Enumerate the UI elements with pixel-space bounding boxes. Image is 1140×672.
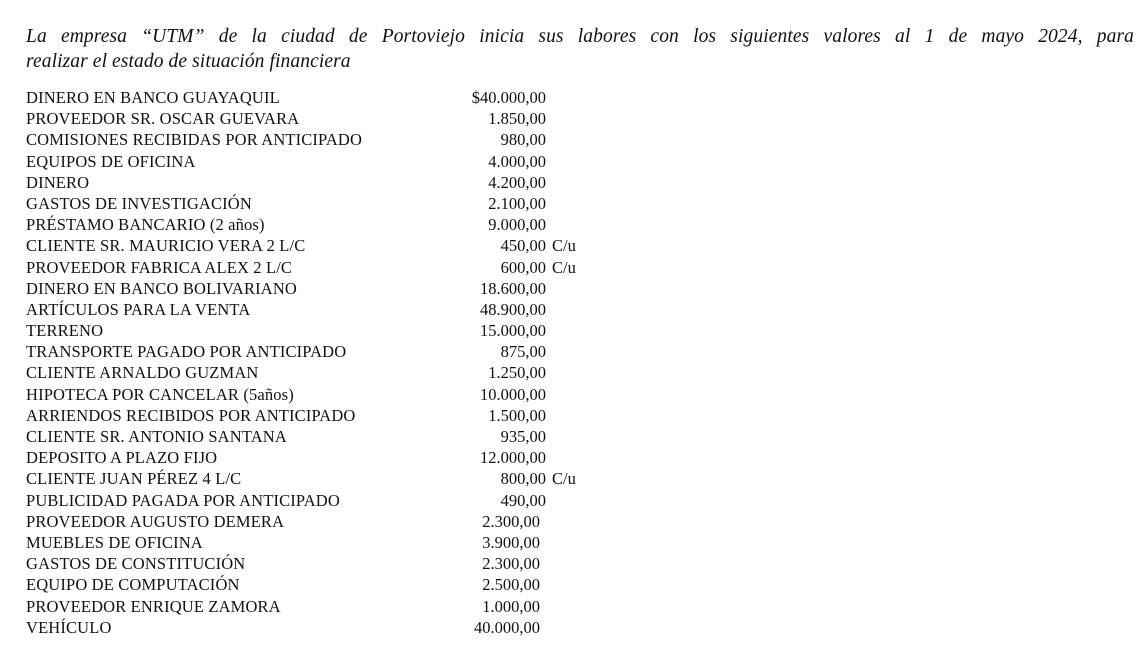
account-amount: 12.000,00 [480, 448, 546, 468]
account-amount: 1.500,00 [488, 405, 546, 425]
account-name: GASTOS DE CONSTITUCIÓN [26, 554, 246, 574]
account-amount: 3.900,00 [482, 532, 540, 552]
account-amount: 4.000,00 [488, 151, 546, 171]
account-name: HIPOTECA POR CANCELAR (5años) [26, 384, 294, 404]
account-row [26, 108, 726, 129]
account-row [26, 447, 726, 468]
account-row [26, 214, 726, 235]
account-row [26, 405, 726, 426]
account-amount: 4.200,00 [488, 172, 546, 192]
account-row [26, 193, 726, 214]
account-amount: 935,00 [500, 427, 546, 446]
account-amount: 48.900,00 [480, 299, 546, 319]
account-name: ARRIENDOS RECIBIDOS POR ANTICIPADO [26, 405, 356, 425]
intro-line-1: La empresa “UTM” de la ciudad de Portoviejo inicia sus labores con los siguientes valores al 1 de mayo 2024, para [26, 26, 1134, 47]
account-amount: 980,00 [500, 130, 546, 150]
account-note: C/u [552, 469, 576, 489]
account-name: CLIENTE JUAN PÉREZ 4 L/C [26, 469, 242, 489]
account-name: VEHÍCULO [26, 617, 112, 637]
account-amount: 600,00 [500, 257, 546, 277]
account-name: DINERO [26, 172, 90, 192]
account-note: C/u [552, 257, 576, 277]
account-row [26, 553, 726, 574]
account-amount: 1.850,00 [488, 109, 546, 129]
account-amount: 15.000,00 [480, 321, 546, 341]
account-amount: $40.000,00 [471, 88, 546, 107]
account-amount: 800,00 [500, 469, 546, 489]
account-name: COMISIONES RECIBIDAS POR ANTICIPADO [26, 130, 363, 150]
account-row [26, 511, 726, 532]
account-amount: 875,00 [500, 342, 546, 362]
account-row [26, 299, 726, 320]
account-row [26, 426, 726, 447]
account-name: TERRENO [26, 321, 104, 341]
account-name: EQUIPOS DE OFICINA [26, 151, 196, 171]
account-name: CLIENTE SR. ANTONIO SANTANA [26, 427, 287, 446]
account-amount: 2.300,00 [482, 511, 540, 531]
account-row [26, 129, 726, 150]
account-name: PROVEEDOR AUGUSTO DEMERA [26, 511, 285, 531]
account-name: EQUIPO DE COMPUTACIÓN [26, 575, 240, 595]
account-row [26, 362, 726, 383]
accounts-list [26, 87, 726, 638]
account-amount: 2.300,00 [482, 554, 540, 574]
account-row [26, 320, 726, 341]
account-name: MUEBLES DE OFICINA [26, 532, 203, 552]
account-row [26, 490, 726, 511]
account-note: C/u [552, 236, 576, 256]
intro-line-2: realizar el estado de situación financiera [26, 51, 351, 72]
account-name: ARTÍCULOS PARA LA VENTA [26, 299, 251, 319]
account-row [26, 574, 726, 595]
account-row [26, 235, 726, 256]
account-row [26, 151, 726, 172]
account-row [26, 596, 726, 617]
account-name: GASTOS DE INVESTIGACIÓN [26, 193, 252, 213]
account-name: PROVEEDOR SR. OSCAR GUEVARA [26, 109, 300, 129]
account-row [26, 341, 726, 362]
account-row [26, 617, 726, 638]
account-row [26, 257, 726, 278]
account-name: DEPOSITO A PLAZO FIJO [26, 448, 218, 468]
account-amount: 10.000,00 [480, 384, 546, 404]
account-name: DINERO EN BANCO BOLIVARIANO [26, 278, 297, 298]
account-name: PRÉSTAMO BANCARIO (2 años) [26, 215, 265, 235]
account-amount: 450,00 [500, 236, 546, 256]
intro-paragraph [26, 24, 1134, 74]
account-row [26, 278, 726, 299]
account-row [26, 532, 726, 553]
account-amount: 490,00 [500, 490, 546, 510]
account-name: CLIENTE ARNALDO GUZMAN [26, 363, 259, 383]
account-amount: 9.000,00 [488, 215, 546, 235]
account-row [26, 468, 726, 489]
account-row [26, 87, 726, 108]
account-name: DINERO EN BANCO GUAYAQUIL [26, 88, 280, 107]
account-name: PROVEEDOR ENRIQUE ZAMORA [26, 596, 281, 616]
account-amount: 18.600,00 [480, 278, 546, 298]
account-amount: 1.000,00 [482, 596, 540, 616]
account-amount: 2.100,00 [488, 193, 546, 213]
account-amount: 2.500,00 [482, 575, 540, 595]
account-name: PROVEEDOR FABRICA ALEX 2 L/C [26, 257, 293, 277]
account-name: PUBLICIDAD PAGADA POR ANTICIPADO [26, 490, 340, 510]
account-row [26, 384, 726, 405]
account-name: CLIENTE SR. MAURICIO VERA 2 L/C [26, 236, 306, 256]
account-amount: 40.000,00 [474, 617, 540, 637]
account-amount: 1.250,00 [488, 363, 546, 383]
account-name: TRANSPORTE PAGADO POR ANTICIPADO [26, 342, 347, 362]
account-row [26, 172, 726, 193]
